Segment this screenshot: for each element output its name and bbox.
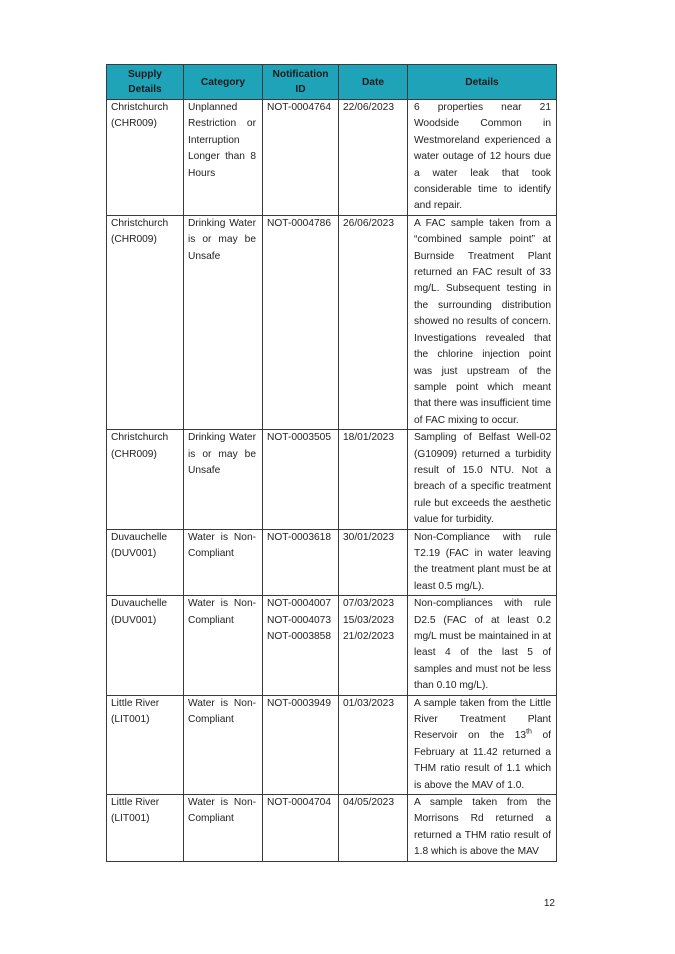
date-cell — [339, 100, 408, 216]
header-category: Category — [184, 65, 263, 100]
category-cell: Water is Non-Compliant — [184, 695, 263, 794]
details-cell: Non-Compliance with rule T2.19 (FAC in water leaving the treatment plant must be at least 0.5 mg/L). — [408, 529, 557, 596]
supply-cell: Little River (LIT001) — [107, 795, 184, 862]
notification-id: NOT-0003618 — [267, 531, 331, 543]
category-cell: Unplanned Restriction or Interruption Longer than 8 Hours — [184, 100, 263, 216]
details-cell: Non-compliances with rule D2.5 (FAC of at least 0.2 mg/L must be maintained in at least 4 of the last 5 of samples and must not be less than 0.10 mg/L). — [408, 596, 557, 695]
notification-id: NOT-0003858 — [267, 631, 331, 642]
supply-cell: Christchurch (CHR009) — [107, 215, 184, 429]
table-row — [107, 695, 557, 794]
date-value: 26/06/2023 — [343, 217, 394, 229]
notification-id-cell — [263, 695, 339, 794]
category-cell: Water is Non-Compliant — [184, 529, 263, 596]
date-value: 07/03/2023 — [343, 598, 394, 610]
details-text: A sample taken from the Little River Treatment Plant Reservoir on the 13 — [414, 697, 551, 742]
header-date: Date — [339, 65, 408, 100]
category-cell: Drinking Water is or may be Unsafe — [184, 215, 263, 429]
date-cell — [339, 795, 408, 862]
notification-id-cell — [263, 100, 339, 216]
notification-id: NOT-0004073 — [267, 614, 331, 626]
table-row — [107, 795, 557, 862]
notification-id-cell — [263, 795, 339, 862]
details-cell: A sample taken from the Morrisons Rd returned a returned a THM ratio result of 1.8 which is above the MAV — [408, 795, 557, 862]
date-value: 01/03/2023 — [343, 697, 394, 709]
notification-id: NOT-0003949 — [267, 697, 331, 709]
supply-cell: Duvauchelle (DUV001) — [107, 596, 184, 695]
notification-id: NOT-0003505 — [267, 432, 331, 444]
table-row — [107, 215, 557, 429]
notification-id: NOT-0004764 — [267, 102, 331, 113]
notification-id: NOT-0004704 — [267, 797, 331, 809]
category-cell: Water is Non-Compliant — [184, 596, 263, 695]
header-notification-id: Notification ID — [263, 65, 339, 100]
details-cell — [408, 695, 557, 794]
table-row — [107, 596, 557, 695]
category-cell: Drinking Water is or may be Unsafe — [184, 430, 263, 529]
notification-id-cell — [263, 430, 339, 529]
supply-cell: Christchurch (CHR009) — [107, 100, 184, 216]
supply-cell: Christchurch (CHR009) — [107, 430, 184, 529]
table-row — [107, 100, 557, 216]
date-cell — [339, 596, 408, 695]
page-number: 12 — [543, 898, 555, 909]
date-cell — [339, 215, 408, 429]
header-details: Details — [408, 65, 557, 100]
details-cell: 6 properties near 21 Woodside Common in Westmoreland experienced a water outage of 12 hours due a water leak that took considerable time to identify and repair. — [408, 100, 557, 216]
ordinal-suffix: th — [526, 729, 532, 737]
date-cell — [339, 695, 408, 794]
supply-cell: Duvauchelle (DUV001) — [107, 529, 184, 596]
date-value: 21/02/2023 — [343, 631, 394, 642]
notifications-table — [106, 64, 557, 862]
details-cell: A FAC sample taken from a “combined sample point” at Burnside Treatment Plant returned an FAC result of 33 mg/L. Subsequent testing in the surrounding distribution showed no results of concern. Investigations revealed that the chlorine injection point was just upstream of the sample point which meant that there was insufficient time of FAC mixing to occur. — [408, 215, 557, 429]
category-cell: Water is Non-Compliant — [184, 795, 263, 862]
notification-id-cell — [263, 529, 339, 596]
table-row — [107, 430, 557, 529]
date-cell — [339, 430, 408, 529]
details-cell: Sampling of Belfast Well-02 (G10909) returned a turbidity result of 15.0 NTU. Not a breach of a specific treatment rule but exceeds the aesthetic value for turbidity. — [408, 430, 557, 529]
header-supply-details: Supply Details — [107, 65, 184, 100]
notification-id-cell — [263, 215, 339, 429]
date-value: 30/01/2023 — [343, 531, 394, 543]
date-value: 04/05/2023 — [343, 797, 394, 809]
notification-id: NOT-0004007 — [267, 598, 331, 610]
date-value: 18/01/2023 — [343, 432, 394, 444]
notification-id: NOT-0004786 — [267, 217, 331, 229]
date-value: 15/03/2023 — [343, 614, 394, 626]
table-row — [107, 529, 557, 596]
table-header-row — [107, 65, 557, 100]
date-value: 22/06/2023 — [343, 102, 394, 113]
date-cell — [339, 529, 408, 596]
supply-cell: Little River (LIT001) — [107, 695, 184, 794]
notification-id-cell — [263, 596, 339, 695]
details-text: of February at 11.42 returned a THM ratio result of 1.1 which is above the MAV of 1.0. — [414, 730, 551, 791]
